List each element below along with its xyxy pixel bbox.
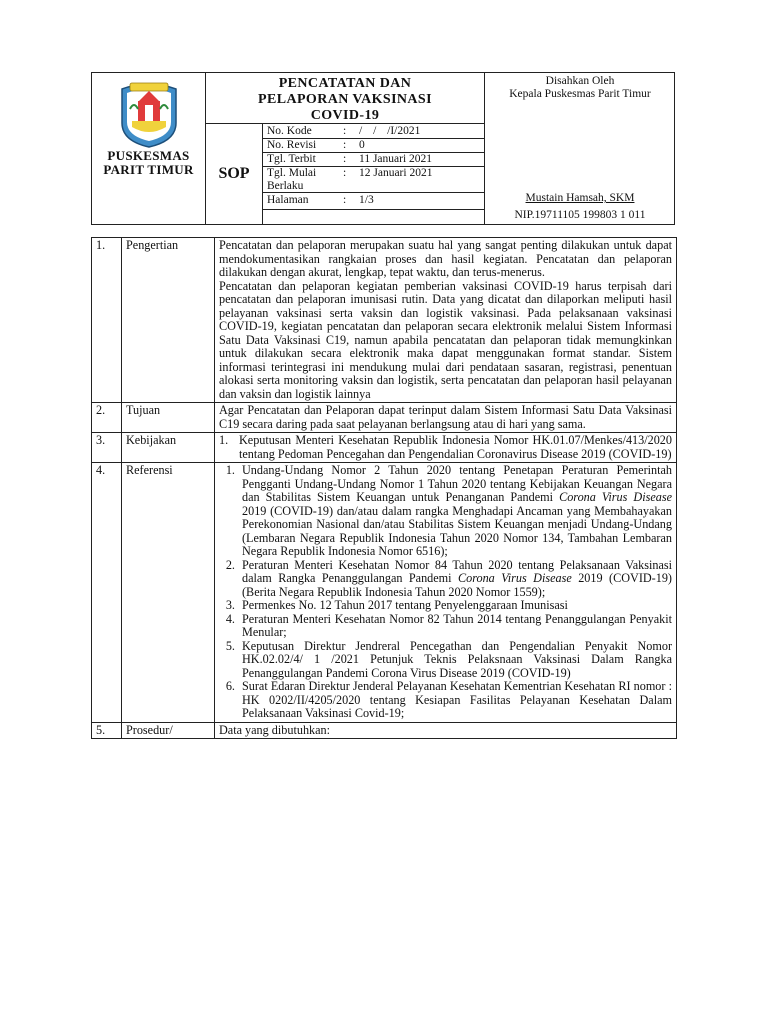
meta-divider: [263, 209, 484, 210]
document-meta: [263, 125, 484, 224]
row-label: Pengertian: [122, 238, 215, 403]
meta-colon: :: [343, 167, 347, 179]
row-label: Tujuan: [122, 403, 215, 433]
meta-colon: :: [343, 125, 347, 137]
row-number: 1.: [92, 238, 122, 403]
meta-key: Halaman: [267, 194, 309, 206]
document-title: [206, 76, 484, 124]
meta-colon: :: [343, 139, 347, 151]
signer-name: Mustain Hamsah, SKM: [525, 192, 635, 204]
meta-colon: :: [343, 153, 347, 165]
reference-list: [219, 464, 672, 721]
row-content: Agar Pencatatan dan Pelaporan dapat terinput dalam Sistem Informasi Satu Data Vaksinasi C19 secara daring pada saat pelayanan berlangsung atau di hari yang sama.: [215, 403, 677, 433]
sop-content-table: [91, 237, 677, 739]
meta-divider: [263, 138, 484, 139]
row-number: 4.: [92, 463, 122, 723]
item-text: Keputusan Menteri Kesehatan Republik Indonesia Nomor HK.01.07/Menkes/413/2020 tentang Pedoman Pencegahan dan Pengendalian Coronavirus Disease 2019 (COVID-19): [239, 433, 672, 461]
row-label: Prosedur/: [122, 722, 215, 739]
row-content: [215, 433, 677, 463]
list-item: [238, 464, 672, 559]
row-content: Data yang dibutuhkan:: [215, 722, 677, 739]
list-item: 4. Peraturan Menteri Kesehatan Nomor 82 Tahun 2014 tentang Penanggulangan Penyakit Menular;: [238, 613, 672, 640]
list-item: [238, 559, 672, 600]
meta-row-mulai: [263, 167, 484, 193]
row-number: 5.: [92, 722, 122, 739]
row-content: [215, 238, 677, 403]
row-content: [215, 463, 677, 723]
meta-key: No. Kode: [267, 125, 312, 137]
meta-value: 1/3: [359, 194, 374, 206]
pengertian-paragraph-2: Pencatatan dan pelaporan kegiatan pemberian vaksinasi COVID-19 harus terpisah dari pencatatan dan pelaporan imunisasi rutin. Data yang dicatat dan dilaporkan meliputi hasil pelayanan vaksinasi serta vaksin dan logistik vaksinasi. Pada pelaksanaan vaksinasi COVID-19, kegiatan pencatatan dan pelaporan secara elektronik melalui Sistem Informasi Satu Data Vaksinasi C19, namun apabila pencatatan dan pelaporan tidak memungkinkan untuk dilakukan secara elektronik maka dapat menggunakan format standar. Sistem informasi terintegrasi ini mendukung mulai dari pendataan sasaran, registrasi, penentuan alokasi serta monitoring vaksin dan logistik, serta pencatatan dan pelaporan hasil pelayanan dan vaksin dan logistik lainnya: [219, 278, 672, 401]
reference-text: Undang-Undang Nomor 2 Tahun 2020 tentang Penetapan Peraturan Pemerintah Pengganti Undang-Undang Nomor 1 Tahun 2020 tentang Kebijakan Keuangan Negara dan Stabilitas Sistem Keuangan untuk Penanganan Pandemi: [242, 463, 672, 504]
table-row-tujuan: [92, 403, 677, 433]
row-label: Referensi: [122, 463, 215, 723]
sop-header: [91, 72, 675, 225]
signer-nip: NIP.19711105 199803 1 011: [514, 209, 646, 221]
table-row-referensi: [92, 463, 677, 723]
kebijakan-item: [219, 434, 672, 461]
meta-colon: :: [343, 194, 347, 206]
reference-text: 2019 (COVID-19) (Berita Negara Republik Indonesia Tahun 2020 Nomor 1559);: [242, 571, 672, 599]
meta-key: No. Revisi: [267, 139, 317, 151]
reference-text: Peraturan Menteri Kesehatan Nomor 84 Tahun 2020 tentang Pelaksanaan Vaksinasi dalam Rangka Penanggulangan Pandemi: [242, 557, 672, 585]
meta-row-kode: [263, 125, 484, 139]
approval-block: [485, 75, 675, 101]
meta-value: 11 Januari 2021: [359, 153, 433, 165]
title-line2: PELAPORAN VAKSINASI: [258, 92, 432, 107]
row-number: 2.: [92, 403, 122, 433]
reference-italic: Corona Virus Disease: [457, 571, 572, 585]
meta-row-revisi: [263, 139, 484, 153]
list-item: 3. Permenkes No. 12 Tahun 2017 tentang Penyelenggaraan Imunisasi: [238, 599, 672, 613]
pengertian-paragraph-1: Pencatatan dan pelaporan merupakan suatu hal yang sangat penting dilakukan untuk dapat mendokumentasikan rangkaian proses dan hasil kegiatan. Pencatatan dan pelaporan dilakukan dengan akurat, lengkap, tepat waktu, dan terus-menerus.: [219, 238, 672, 279]
item-number: 1.: [219, 433, 229, 447]
list-item: 5. Keputusan Direktur Jendreral Pencegathan dan Pengendalian Penyakit Nomor HK.02.02/4/ 1 /2021 Petunjuk Teknis Pelaksnaan Vaksinasi Dalam Rangka Penanggulangan Pandemi Corona Virus Disease 2019 (COVID-19): [238, 640, 672, 681]
reference-italic: Corona Virus Disease: [559, 490, 673, 504]
org-name-line1: PUSKESMAS: [107, 148, 190, 163]
org-name-line2: PARIT TIMUR: [103, 162, 194, 177]
puskesmas-logo: [118, 79, 180, 154]
table-row-prosedur: [92, 722, 677, 739]
meta-key: Tgl. Mulai Berlaku: [267, 167, 317, 192]
meta-value: 12 Januari 2021: [359, 167, 433, 179]
list-item: 6. Surat Edaran Direktur Jenderal Pelayanan Kesehatan Kementrian Kesehatan RI nomor : HK 0202/II/4205/2020 tentang Kesiapan Fasilitas Pelayanan Kesehatan Dalam Pelaksanaan Vaksinasi Covid-19;: [238, 680, 672, 721]
meta-row-halaman: [263, 194, 484, 208]
meta-key: Tgl. Terbit: [267, 153, 316, 165]
sop-label: SOP: [218, 165, 250, 182]
approval-line2: Kepala Puskesmas Parit Timur: [509, 88, 651, 100]
reference-text: 2019 (COVID-19) dan/atau dalam rangka Menghadapi Ancaman yang Membahayakan Perekonomian Nasional dan/atau Stabilitas Sistem Keuangan menjadi Undang-Undang (Lembaran Negara Republik Indonesia Tahun 2020 Nomor 134, Tambahan Lembaran Negara Republik Indonesia Nomor 6516);: [242, 503, 672, 558]
org-name: [92, 149, 205, 177]
row-label: Kebijakan: [122, 433, 215, 463]
table-row-kebijakan: [92, 433, 677, 463]
title-line1: PENCATATAN DAN: [278, 76, 412, 91]
meta-divider: [263, 166, 484, 167]
meta-row-terbit: [263, 153, 484, 167]
meta-value: / / /I/2021: [359, 125, 421, 137]
approval-line1: Disahkan Oleh: [545, 75, 615, 87]
meta-value: 0: [359, 139, 365, 151]
title-line3: COVID-19: [310, 108, 380, 123]
meta-divider: [263, 152, 484, 153]
table-row-pengertian: [92, 238, 677, 403]
row-number: 3.: [92, 433, 122, 463]
meta-divider: [263, 192, 484, 193]
